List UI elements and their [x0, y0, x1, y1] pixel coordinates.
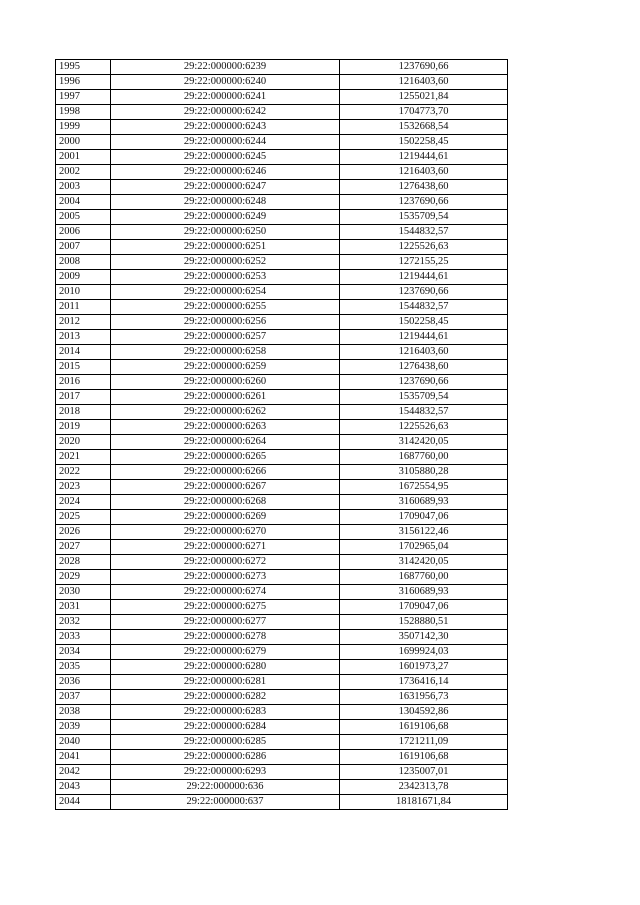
cadastral-value-cell: 1219444,61 — [340, 330, 508, 345]
cadastral-number-cell: 29:22:000000:6245 — [111, 150, 340, 165]
row-number-cell: 2034 — [56, 645, 111, 660]
cadastral-number-cell: 29:22:000000:6274 — [111, 585, 340, 600]
table-row — [56, 405, 508, 420]
cadastral-value-cell: 3142420,05 — [340, 435, 508, 450]
cadastral-number-cell: 29:22:000000:6267 — [111, 480, 340, 495]
cadastral-value-cell: 1532668,54 — [340, 120, 508, 135]
row-number-cell: 2022 — [56, 465, 111, 480]
row-number-cell: 2018 — [56, 405, 111, 420]
row-number-cell: 2023 — [56, 480, 111, 495]
cadastral-value-cell: 2342313,78 — [340, 780, 508, 795]
cadastral-value-cell: 1736416,14 — [340, 675, 508, 690]
table-row — [56, 240, 508, 255]
cadastral-value-cell: 1687760,00 — [340, 570, 508, 585]
row-number-cell: 1996 — [56, 75, 111, 90]
table-row — [56, 285, 508, 300]
row-number-cell: 2030 — [56, 585, 111, 600]
cadastral-number-cell: 29:22:000000:6242 — [111, 105, 340, 120]
row-number-cell: 2027 — [56, 540, 111, 555]
table-row — [56, 630, 508, 645]
row-number-cell: 2040 — [56, 735, 111, 750]
cadastral-value-cell: 1216403,60 — [340, 75, 508, 90]
cadastral-value-cell: 1225526,63 — [340, 240, 508, 255]
row-number-cell: 2008 — [56, 255, 111, 270]
table-row — [56, 420, 508, 435]
cadastral-number-cell: 29:22:000000:6249 — [111, 210, 340, 225]
cadastral-value-cell: 1721211,09 — [340, 735, 508, 750]
table-row — [56, 660, 508, 675]
cadastral-value-cell: 1219444,61 — [340, 270, 508, 285]
cadastral-number-cell: 29:22:000000:636 — [111, 780, 340, 795]
table-row — [56, 525, 508, 540]
cadastral-number-cell: 29:22:000000:6248 — [111, 195, 340, 210]
table-row — [56, 345, 508, 360]
cadastral-value-cell: 3142420,05 — [340, 555, 508, 570]
cadastral-number-cell: 29:22:000000:6278 — [111, 630, 340, 645]
cadastral-number-cell: 29:22:000000:6266 — [111, 465, 340, 480]
cadastral-number-cell: 29:22:000000:6263 — [111, 420, 340, 435]
row-number-cell: 1999 — [56, 120, 111, 135]
row-number-cell: 2006 — [56, 225, 111, 240]
row-number-cell: 1998 — [56, 105, 111, 120]
row-number-cell: 2038 — [56, 705, 111, 720]
cadastral-number-cell: 29:22:000000:6258 — [111, 345, 340, 360]
row-number-cell: 2032 — [56, 615, 111, 630]
cadastral-value-cell: 1704773,70 — [340, 105, 508, 120]
cadastral-value-cell: 1631956,73 — [340, 690, 508, 705]
cadastral-number-cell: 29:22:000000:6251 — [111, 240, 340, 255]
table-row — [56, 105, 508, 120]
cadastral-number-cell: 29:22:000000:6246 — [111, 165, 340, 180]
cadastral-number-cell: 29:22:000000:6271 — [111, 540, 340, 555]
cadastral-value-cell: 1535709,54 — [340, 210, 508, 225]
cadastral-value-cell: 1709047,06 — [340, 510, 508, 525]
cadastral-number-cell: 29:22:000000:6279 — [111, 645, 340, 660]
table-row — [56, 390, 508, 405]
cadastral-number-cell: 29:22:000000:6257 — [111, 330, 340, 345]
cadastral-value-cell: 1216403,60 — [340, 345, 508, 360]
cadastral-value-cell: 1237690,66 — [340, 375, 508, 390]
cadastral-value-cell: 1544832,57 — [340, 300, 508, 315]
cadastral-value-cell: 1709047,06 — [340, 600, 508, 615]
table-row — [56, 570, 508, 585]
row-number-cell: 2035 — [56, 660, 111, 675]
row-number-cell: 2014 — [56, 345, 111, 360]
table-row — [56, 135, 508, 150]
row-number-cell: 2044 — [56, 795, 111, 810]
row-number-cell: 2015 — [56, 360, 111, 375]
row-number-cell: 2043 — [56, 780, 111, 795]
cadastral-number-cell: 29:22:000000:6254 — [111, 285, 340, 300]
table-row — [56, 690, 508, 705]
cadastral-number-cell: 29:22:000000:6265 — [111, 450, 340, 465]
cadastral-number-cell: 29:22:000000:6260 — [111, 375, 340, 390]
row-number-cell: 2036 — [56, 675, 111, 690]
table-row — [56, 540, 508, 555]
row-number-cell: 2041 — [56, 750, 111, 765]
cadastral-value-cell: 1276438,60 — [340, 180, 508, 195]
cadastral-number-cell: 29:22:000000:6293 — [111, 765, 340, 780]
row-number-cell: 2010 — [56, 285, 111, 300]
table-row — [56, 435, 508, 450]
cadastral-number-cell: 29:22:000000:6272 — [111, 555, 340, 570]
table-row — [56, 360, 508, 375]
row-number-cell: 2019 — [56, 420, 111, 435]
cadastral-number-cell: 29:22:000000:6239 — [111, 60, 340, 75]
cadastral-number-cell: 29:22:000000:6243 — [111, 120, 340, 135]
table-row — [56, 465, 508, 480]
table-row — [56, 330, 508, 345]
table-row — [56, 495, 508, 510]
cadastral-number-cell: 29:22:000000:6252 — [111, 255, 340, 270]
cadastral-value-cell: 1535709,54 — [340, 390, 508, 405]
cadastral-value-cell: 1216403,60 — [340, 165, 508, 180]
row-number-cell: 2003 — [56, 180, 111, 195]
table-row — [56, 600, 508, 615]
cadastral-number-cell: 29:22:000000:6275 — [111, 600, 340, 615]
row-number-cell: 2024 — [56, 495, 111, 510]
cadastral-number-cell: 29:22:000000:6286 — [111, 750, 340, 765]
cadastral-value-cell: 1544832,57 — [340, 225, 508, 240]
cadastral-value-cell: 1255021,84 — [340, 90, 508, 105]
cadastral-number-cell: 29:22:000000:6256 — [111, 315, 340, 330]
cadastral-number-cell: 29:22:000000:6259 — [111, 360, 340, 375]
cadastral-value-cell: 1544832,57 — [340, 405, 508, 420]
row-number-cell: 2012 — [56, 315, 111, 330]
row-number-cell: 2004 — [56, 195, 111, 210]
table-row — [56, 315, 508, 330]
cadastral-number-cell: 29:22:000000:6284 — [111, 720, 340, 735]
cadastral-value-cell: 3160689,93 — [340, 495, 508, 510]
cadastral-number-cell: 29:22:000000:6240 — [111, 75, 340, 90]
cadastral-value-cell: 1304592,86 — [340, 705, 508, 720]
cadastral-number-cell: 29:22:000000:637 — [111, 795, 340, 810]
cadastral-value-cell: 3160689,93 — [340, 585, 508, 600]
cadastral-number-cell: 29:22:000000:6244 — [111, 135, 340, 150]
cadastral-number-cell: 29:22:000000:6270 — [111, 525, 340, 540]
cadastral-value-cell: 1619106,68 — [340, 750, 508, 765]
row-number-cell: 2007 — [56, 240, 111, 255]
cadastral-value-cell: 1225526,63 — [340, 420, 508, 435]
table-row — [56, 510, 508, 525]
cadastral-number-cell: 29:22:000000:6253 — [111, 270, 340, 285]
cadastral-number-cell: 29:22:000000:6264 — [111, 435, 340, 450]
table-row — [56, 300, 508, 315]
cadastral-value-cell: 3105880,28 — [340, 465, 508, 480]
row-number-cell: 2001 — [56, 150, 111, 165]
row-number-cell: 2031 — [56, 600, 111, 615]
cadastral-value-cell: 1235007,01 — [340, 765, 508, 780]
cadastral-value-cell: 1619106,68 — [340, 720, 508, 735]
cadastral-value-table — [55, 59, 508, 810]
cadastral-value-cell: 1687760,00 — [340, 450, 508, 465]
table-row — [56, 555, 508, 570]
table-row — [56, 720, 508, 735]
table-row — [56, 165, 508, 180]
cadastral-value-cell: 1237690,66 — [340, 195, 508, 210]
cadastral-value-cell: 3156122,46 — [340, 525, 508, 540]
table-row — [56, 225, 508, 240]
row-number-cell: 2039 — [56, 720, 111, 735]
cadastral-value-cell: 1502258,45 — [340, 315, 508, 330]
cadastral-number-cell: 29:22:000000:6269 — [111, 510, 340, 525]
row-number-cell: 2020 — [56, 435, 111, 450]
cadastral-number-cell: 29:22:000000:6281 — [111, 675, 340, 690]
table-body — [56, 60, 508, 810]
cadastral-number-cell: 29:22:000000:6268 — [111, 495, 340, 510]
table-row — [56, 255, 508, 270]
row-number-cell: 2013 — [56, 330, 111, 345]
cadastral-number-cell: 29:22:000000:6241 — [111, 90, 340, 105]
row-number-cell: 2011 — [56, 300, 111, 315]
table-row — [56, 60, 508, 75]
row-number-cell: 2017 — [56, 390, 111, 405]
cadastral-value-cell: 18181671,84 — [340, 795, 508, 810]
table-row — [56, 765, 508, 780]
table-row — [56, 615, 508, 630]
cadastral-value-cell: 1702965,04 — [340, 540, 508, 555]
cadastral-value-cell: 1672554,95 — [340, 480, 508, 495]
table-row — [56, 120, 508, 135]
table-row — [56, 90, 508, 105]
table-row — [56, 150, 508, 165]
cadastral-value-cell: 3507142,30 — [340, 630, 508, 645]
cadastral-value-cell: 1219444,61 — [340, 150, 508, 165]
table-row — [56, 645, 508, 660]
cadastral-number-cell: 29:22:000000:6283 — [111, 705, 340, 720]
row-number-cell: 2021 — [56, 450, 111, 465]
cadastral-number-cell: 29:22:000000:6282 — [111, 690, 340, 705]
table-row — [56, 375, 508, 390]
row-number-cell: 2025 — [56, 510, 111, 525]
cadastral-number-cell: 29:22:000000:6247 — [111, 180, 340, 195]
row-number-cell: 1995 — [56, 60, 111, 75]
row-number-cell: 2037 — [56, 690, 111, 705]
row-number-cell: 2026 — [56, 525, 111, 540]
cadastral-number-cell: 29:22:000000:6262 — [111, 405, 340, 420]
row-number-cell: 2033 — [56, 630, 111, 645]
cadastral-number-cell: 29:22:000000:6273 — [111, 570, 340, 585]
table-row — [56, 735, 508, 750]
table-row — [56, 195, 508, 210]
cadastral-value-cell: 1237690,66 — [340, 60, 508, 75]
table-row — [56, 750, 508, 765]
table-row — [56, 795, 508, 810]
row-number-cell: 2009 — [56, 270, 111, 285]
cadastral-number-cell: 29:22:000000:6280 — [111, 660, 340, 675]
table-row — [56, 75, 508, 90]
row-number-cell: 2042 — [56, 765, 111, 780]
cadastral-number-cell: 29:22:000000:6255 — [111, 300, 340, 315]
table-row — [56, 270, 508, 285]
cadastral-value-cell: 1276438,60 — [340, 360, 508, 375]
row-number-cell: 2000 — [56, 135, 111, 150]
cadastral-value-cell: 1502258,45 — [340, 135, 508, 150]
table-row — [56, 585, 508, 600]
cadastral-value-cell: 1237690,66 — [340, 285, 508, 300]
cadastral-number-cell: 29:22:000000:6285 — [111, 735, 340, 750]
cadastral-number-cell: 29:22:000000:6261 — [111, 390, 340, 405]
cadastral-number-cell: 29:22:000000:6277 — [111, 615, 340, 630]
cadastral-value-cell: 1699924,03 — [340, 645, 508, 660]
cadastral-number-cell: 29:22:000000:6250 — [111, 225, 340, 240]
table-row — [56, 480, 508, 495]
table-row — [56, 450, 508, 465]
table-row — [56, 780, 508, 795]
row-number-cell: 2029 — [56, 570, 111, 585]
row-number-cell: 2002 — [56, 165, 111, 180]
table-row — [56, 210, 508, 225]
row-number-cell: 2005 — [56, 210, 111, 225]
table-row — [56, 675, 508, 690]
row-number-cell: 2028 — [56, 555, 111, 570]
cadastral-value-cell: 1272155,25 — [340, 255, 508, 270]
row-number-cell: 2016 — [56, 375, 111, 390]
cadastral-value-cell: 1601973,27 — [340, 660, 508, 675]
cadastral-value-cell: 1528880,51 — [340, 615, 508, 630]
row-number-cell: 1997 — [56, 90, 111, 105]
table-row — [56, 180, 508, 195]
table-row — [56, 705, 508, 720]
